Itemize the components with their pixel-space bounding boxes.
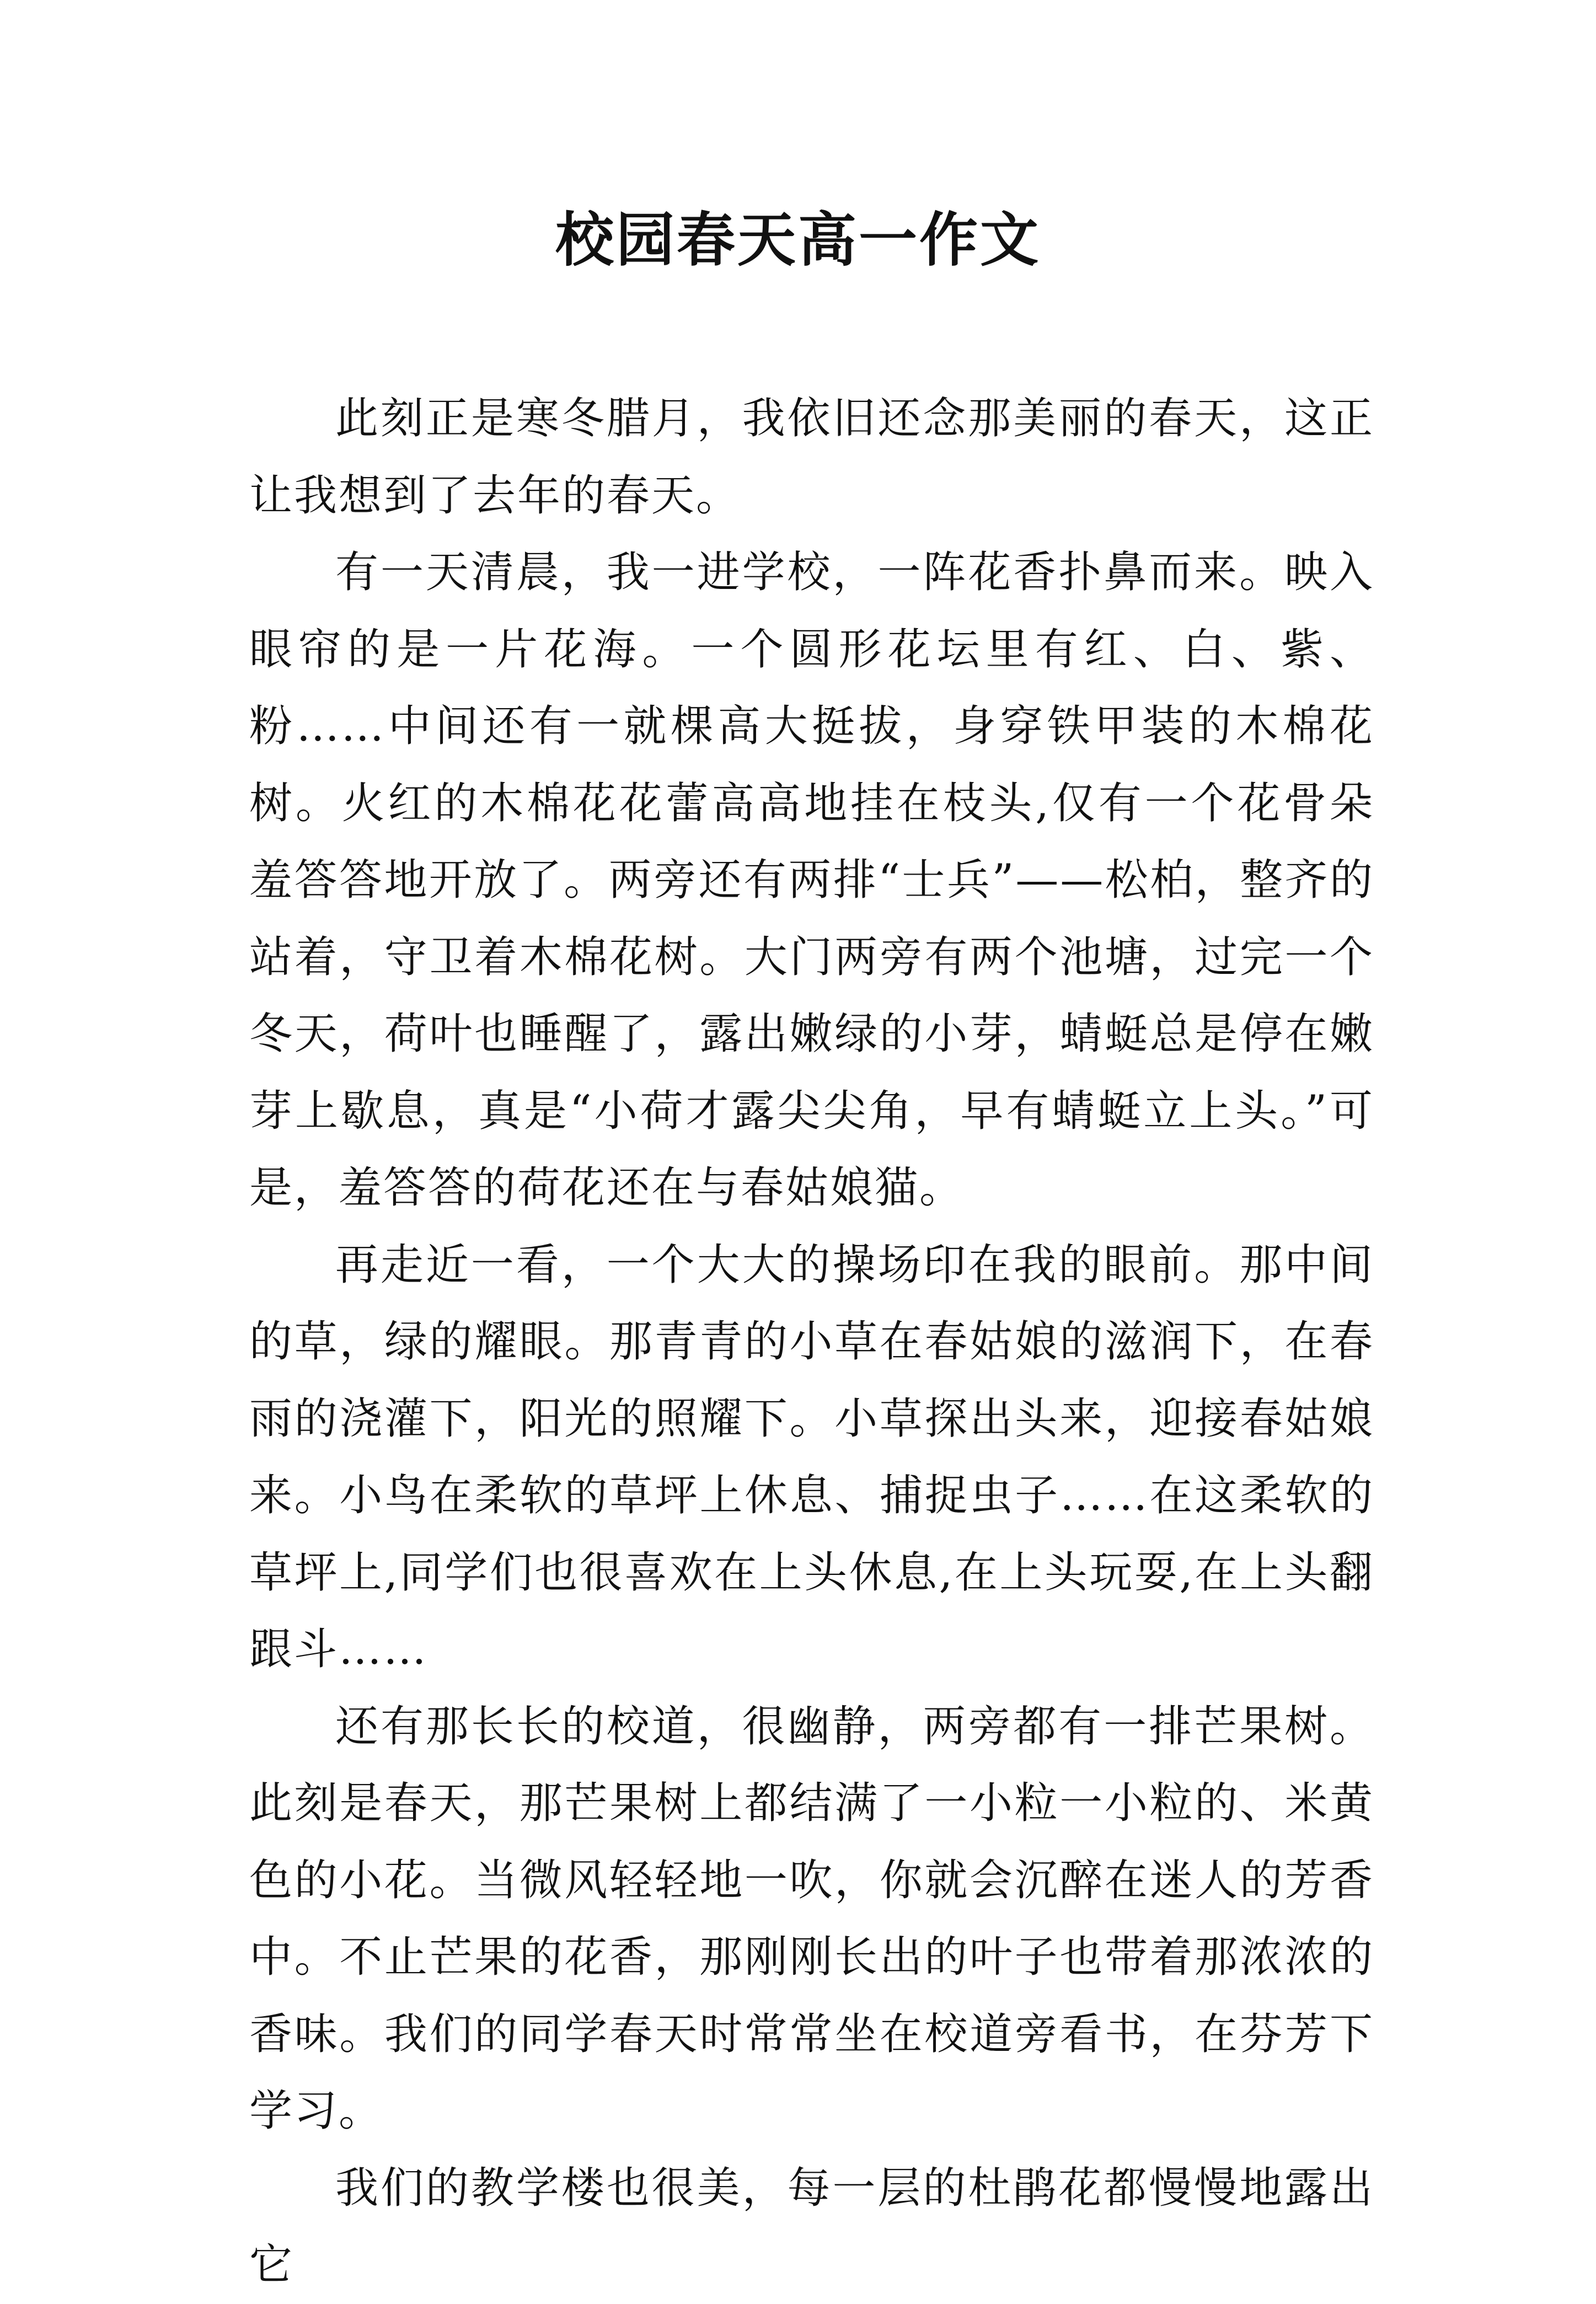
paragraph-3: 再走近一看，一个大大的操场印在我的眼前。那中间的草，绿的耀眼。那青青的小草在春姑娘的滋润下，在春雨的浇灌下，阳光的照耀下。小草探出头来，迎接春姑娘来。小鸟在柔软的草坪上休息、捕捉虫子……在这柔软的草坪上,同学们也很喜欢在上头休息,在上头玩耍,在上头翻跟斗…… [249,1240,1374,1674]
paragraph-1: 此刻正是寒冬腊月，我依旧还念那美丽的春天，这正让我想到了去年的春天。 [249,394,1374,521]
paragraph-4: 还有那长长的校道，很幽静，两旁都有一排芒果树。此刻是春天，那芒果树上都结满了一小粒一小粒的、米黄色的小花。当微风轻轻地一吹，你就会沉醉在迷人的芳香中。不止芒果的花香，那刚刚长出的叶子也带着那浓浓的香味。我们的同学春天时常常坐在校道旁看书，在芬芳下学习。 [249,1701,1374,2136]
article-body [249,381,1374,2304]
paragraph-5: 我们的教学楼也很美，每一层的杜鹃花都慢慢地露出它 [249,2163,1374,2290]
page-title: 校园春天高一作文 [555,205,1041,274]
paragraph-2: 有一天清晨，我一进学校，一阵花香扑鼻而来。映入眼帘的是一片花海。一个圆形花坛里有红、白、紫、粉……中间还有一就棵高大挺拔，身穿铁甲装的木棉花树。火红的木棉花花蕾高高地挂在枝头,仅有一个花骨朵羞答答地开放了。两旁还有两排“士兵”——松柏，整齐的站着，守卫着木棉花树。大门两旁有两个池塘，过完一个冬天，荷叶也睡醒了，露出嫩绿的小芽，蜻蜓总是停在嫩芽上歇息，真是“小荷才露尖尖角，早有蜻蜓立上头。”可是，羞答答的荷花还在与春姑娘猫。 [249,548,1374,1213]
